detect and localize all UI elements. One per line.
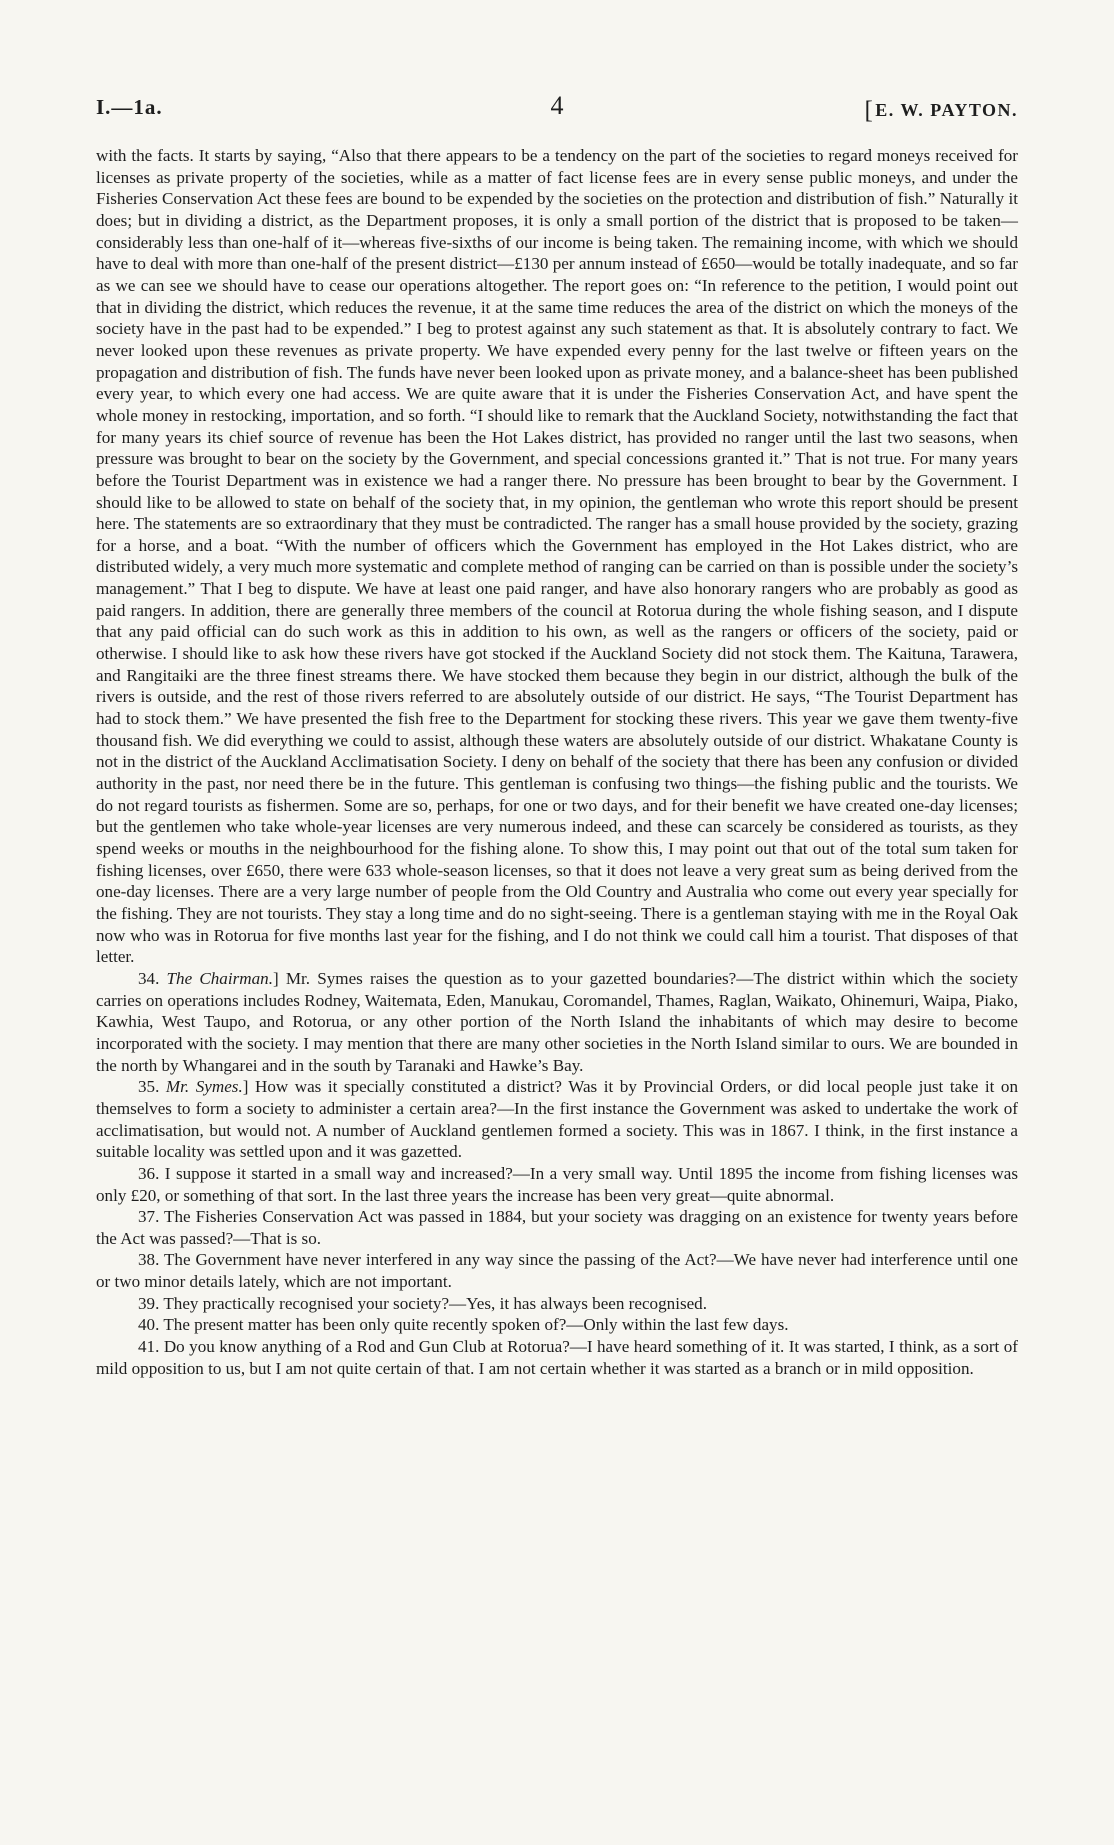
question-number: 34.	[138, 968, 167, 988]
speaker-name: Mr. Symes.	[165, 1077, 243, 1097]
question-37	[96, 1206, 1018, 1249]
question-36	[96, 1163, 1018, 1206]
question-34	[96, 968, 1018, 1076]
paragraph-continuation	[96, 145, 1018, 968]
paragraph-text: 37. The Fisheries Conservation Act was passed in 1884, but your society was dragging on an existence for twenty years before the Act was passed?—That is so.	[96, 1207, 1018, 1248]
witness-name	[864, 95, 1018, 123]
question-41	[96, 1336, 1018, 1379]
paragraph-text: 36. I suppose it started in a small way and increased?—In a very small way. Until 1895 the income from fishing licenses was only £20, or something of that sort. In the last three years the increase has been very great—quite abnormal.	[96, 1163, 1018, 1205]
document-reference: I.—1a.	[96, 95, 163, 119]
speaker-name: The Chairman.	[166, 968, 273, 988]
question-38	[96, 1249, 1018, 1292]
page-header	[96, 91, 1018, 129]
witness-bracket: [	[864, 97, 875, 124]
question-40	[96, 1314, 1018, 1336]
page-number: 4	[550, 91, 564, 120]
witness-name-text: E. W. PAYTON.	[875, 100, 1018, 120]
evidence-text	[96, 145, 1018, 1379]
paragraph-text: ] Mr. Symes raises the question as to your gazetted boundaries?—The district within which the society carries on operations includes Rodney, Waitemata, Eden, Manukau, Coromandel, Thames, Raglan, Waikato, Ohinemuri, Waipa, Piako, Kawhia, West Taupo, and Rotorua, or any other portion of the North Island the inhabitants of which may desire to become incorporated with the society. I may mention that there are many other societies in the North Island similar to ours. We are bounded in the north by Whangarei and in the south by Taranaki and Hawke’s Bay.	[96, 968, 1019, 1075]
question-35	[96, 1076, 1018, 1163]
paragraph-text: 40. The present matter has been only quite recently spoken of?—Only within the last few days.	[138, 1315, 789, 1335]
question-39	[96, 1293, 1018, 1315]
paragraph-text: 39. They practically recognised your society?—Yes, it has always been recognised.	[138, 1293, 708, 1313]
paragraph-text: 41. Do you know anything of a Rod and Gun Club at Rotorua?—I have heard something of it. It was started, I think, as a sort of mild opposition to us, but I am not quite certain of that. I am not certain whether it was started as a branch or in mild opposition.	[96, 1337, 1018, 1378]
paragraph-text: with the facts. It starts by saying, “Also that there appears to be a tendency on the part of the societies to regard moneys received for licenses as private property of the societies, while as a matter of fact license fees are in every sense public moneys, and under the Fisheries Conservation Act these fees are bound to be expended by the societies on the protection and distribution of fish.” Naturally it does; but in dividing a district, as the Department proposes, it is only a small portion of the district that is proposed to be taken—considerably less than one-half of it—whereas five-sixths of our income is being taken. The remaining income, with which we should have to deal with more than one-half of the present district—£130 per annum instead of £650—would be totally inadequate, and so far as we can see we should have to cease our operations altogether. The report goes on: “In reference to the petition, I would point out that in dividing the district, which reduces the revenue, it at the same time reduces the area of the district on which the moneys of the society have in the past had to be expended.” I beg to protest against any such statement as that. It is absolutely contrary to fact. We never looked upon these revenues as private property. We have expended every penny for the last twelve or fifteen years on the propagation and distribution of fish. The funds have never been looked upon as private money, and a balance-sheet has been published every year, to which every one had access. We are quite aware that it is under the Fisheries Conservation Act, and have spent the whole money in restocking, importation, and so forth. “I should like to remark that the Auckland Society, notwithstanding the fact that for many years its chief source of revenue has been the Hot Lakes district, has provided no ranger until the last two seasons, when pressure was brought to bear on the society by the Government, and special concessions granted it.” That is not true. For many years before the Tourist Department was in existence we had a ranger there. No pressure has been brought to bear by the Government. I should like to be allowed to state on behalf of the society that, in my opinion, the gentleman who wrote this report should be present here. The statements are so extraordinary that they must be contradicted. The ranger has a small house provided by the society, grazing for a horse, and a boat. “With the number of officers which the Government has employed in the Hot Lakes district, who are distributed widely, a very much more systematic and complete method of ranging can be carried on than is possible under the society’s management.” That I beg to dispute. We have at least one paid ranger, and have also honorary rangers who are probably as good as paid rangers. In addition, there are generally three members of the council at Rotorua during the whole fishing season, and I dispute that any paid official can do such work as this in addition to his own, as well as the rangers or officers of the society, paid or otherwise. I should like to ask how these rivers have got stocked if the Auckland Society did not stock them. The Kaituna, Tarawera, and Rangitaiki are the three finest streams there. We have stocked them because they begin in our district, although the bulk of the rivers is outside, and the rest of those rivers referred to are absolutely outside of our district. He says, “The Tourist Department has had to stock them.” We have presented the fish free to the Department for stocking these rivers. This year we gave them twenty-five thousand fish. We did everything we could to assist, although these waters are absolutely outside of our district. Whakatane County is not in the district of the Auckland Acclimatisation Society. I deny on behalf of the society that there has been any confusion or divided authority in the past, nor need there be in the future. This gentleman is confusing two things—the fishing public and the tourists. We do not regard tourists as fishermen. Some are so, perhaps, for one or two days, and for their benefit we have created one-day licenses; but the gentlemen who take whole-year licenses are very numerous indeed, and these can scarcely be considered as tourists, as they spend weeks or mouths in the neighbourhood for the fishing alone. To show this, I may point out that out of the total sum taken for fishing licenses, over £650, there were 633 whole-season licenses, so that it does not leave a very great sum as being derived from the one-day licenses. There are a very large number of people from the Old Country and Australia who come out every year specially for the fishing. They are not tourists. They stay a long time and do no sight-seeing. There is a gentleman staying with me in the Royal Oak now who was in Rotorua for five months last year for the fishing, and I do not think we could call him a tourist. That disposes of that letter.	[96, 146, 1018, 967]
question-number: 35.	[138, 1077, 166, 1097]
paragraph-text: 38. The Government have never interfered in any way since the passing of the Act?—We have never had interference until one or two minor details lately, which are not important.	[96, 1250, 1018, 1292]
paragraph-text: ] How was it specially constituted a district? Was it by Provincial Orders, or did local people just take it on themselves to form a society to administer a certain area?—In the first instance the Government was asked to undertake the work of acclimatisation, but would not. A number of Auckland gentlemen formed a society. This was in 1867. I think, in the first instance a suitable locality was settled upon and it was gazetted.	[96, 1077, 1019, 1162]
